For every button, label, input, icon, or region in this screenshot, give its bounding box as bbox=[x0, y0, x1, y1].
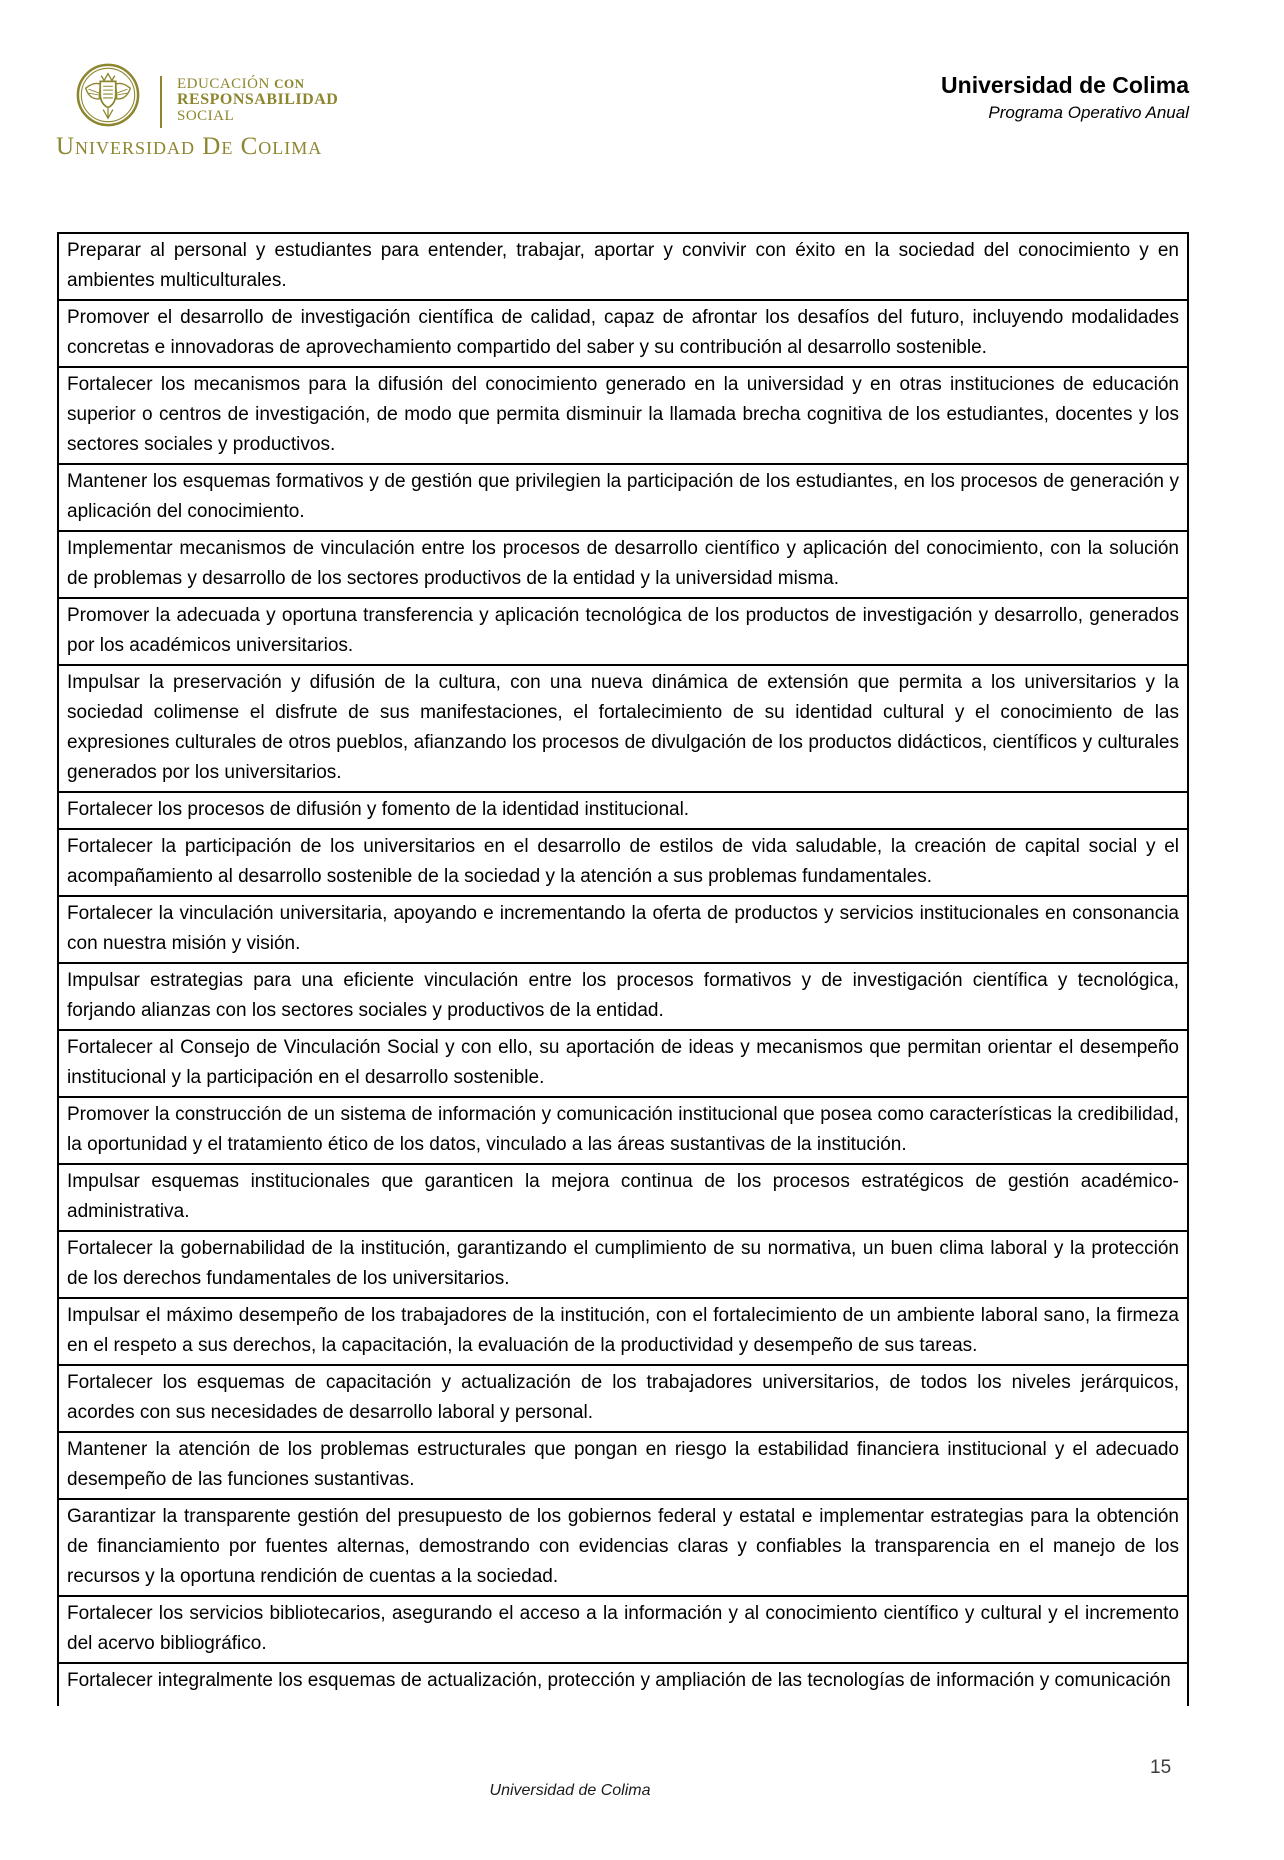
table-row: Impulsar esquemas institucionales que garanticen la mejora continua de los procesos estratégicos de gestión académico-administrativa. bbox=[59, 1165, 1187, 1232]
logo-divider bbox=[160, 76, 162, 128]
logo-tagline-line3: SOCIAL bbox=[177, 108, 235, 124]
logo-tagline-line2: RESPONSABILIDAD bbox=[177, 91, 339, 108]
footer-text: Universidad de Colima bbox=[489, 1782, 651, 1799]
table-row: Impulsar el máximo desempeño de los trabajadores de la institución, con el fortalecimiento de un ambiente laboral sano, la firmeza en el respeto a sus derechos, la capacitación, la evaluación de la productividad y desempeño de sus tareas. bbox=[59, 1299, 1187, 1366]
table-row: Fortalecer los servicios bibliotecarios, asegurando el acceso a la información y al conocimiento científico y cultural y el incremento del acervo bibliográfico. bbox=[59, 1597, 1187, 1664]
table-row: Promover la adecuada y oportuna transferencia y aplicación tecnológica de los productos de investigación y desarrollo, generados por los académicos universitarios. bbox=[59, 599, 1187, 666]
logo-tagline bbox=[177, 76, 338, 124]
table-row: Fortalecer la participación de los universitarios en el desarrollo de estilos de vida saludable, la creación de capital social y el acompañamiento al desarrollo sostenible de la sociedad y la atención a sus problemas fundamentales. bbox=[59, 830, 1187, 897]
document-subtitle: Programa Operativo Anual bbox=[988, 103, 1189, 122]
table-row: Fortalecer los esquemas de capacitación y actualización de los trabajadores universitarios, de todos los niveles jerárquicos, acordes con sus necesidades de desarrollo laboral y personal. bbox=[59, 1366, 1187, 1433]
table-row: Mantener los esquemas formativos y de gestión que privilegien la participación de los estudiantes, en los procesos de generación y aplicación del conocimiento. bbox=[59, 465, 1187, 532]
table-row: Fortalecer la vinculación universitaria, apoyando e incrementando la oferta de productos y servicios institucionales en consonancia con nuestra misión y visión. bbox=[59, 897, 1187, 964]
table-row: Preparar al personal y estudiantes para entender, trabajar, aportar y convivir con éxito en la sociedad del conocimiento y en ambientes multiculturales. bbox=[59, 234, 1187, 301]
table-row: Fortalecer al Consejo de Vinculación Social y con ello, su aportación de ideas y mecanismos que permitan orientar el desempeño institucional y la participación en el desarrollo sostenible. bbox=[59, 1031, 1187, 1098]
table-row: Fortalecer los procesos de difusión y fomento de la identidad institucional. bbox=[59, 793, 1187, 830]
institution-name: Universidad De Colima bbox=[56, 133, 323, 160]
table-row: Promover la construcción de un sistema de información y comunicación institucional que posea como características la credibilidad, la oportunidad y el tratamiento ético de los datos, vinculado a las áreas sustantivas de la institución. bbox=[59, 1098, 1187, 1165]
document-header bbox=[941, 72, 1189, 123]
objectives-table bbox=[57, 232, 1189, 1706]
table-row: Garantizar la transparente gestión del presupuesto de los gobiernos federal y estatal e implementar estrategias para la obtención de financiamiento por fuentes alternas, demostrando con evidencias claras y confiables la transparencia en el manejo de los recursos y la oportuna rendición de cuentas a la sociedad. bbox=[59, 1500, 1187, 1597]
table-row: Impulsar la preservación y difusión de la cultura, con una nueva dinámica de extensión que permita a los universitarios y la sociedad colimense el disfrute de sus manifestaciones, el fortalecimiento de su identidad cultural y el conocimiento de las expresiones culturales de otros pueblos, afianzando los procesos de divulgación de los productos didácticos, científicos y culturales generados por los universitarios. bbox=[59, 666, 1187, 793]
table-row: Implementar mecanismos de vinculación entre los procesos de desarrollo científico y aplicación del conocimiento, con la solución de problemas y desarrollo de los sectores productivos de la entidad y la universidad misma. bbox=[59, 532, 1187, 599]
page-number: 15 bbox=[1150, 1757, 1172, 1778]
table-row: Fortalecer integralmente los esquemas de actualización, protección y ampliación de las tecnologías de información y comunicación bbox=[67, 1670, 1171, 1691]
logo-tagline-line1: EDUCACIÓN CON bbox=[177, 76, 305, 92]
table-row: Fortalecer la gobernabilidad de la institución, garantizando el cumplimiento de su normativa, un buen clima laboral y la protección de los derechos fundamentales de los universitarios. bbox=[59, 1232, 1187, 1299]
table-row: Mantener la atención de los problemas estructurales que pongan en riesgo la estabilidad financiera institucional y el adecuado desempeño de las funciones sustantivas. bbox=[59, 1433, 1187, 1500]
university-emblem-icon bbox=[75, 62, 141, 128]
document-title: Universidad de Colima bbox=[941, 72, 1189, 98]
table-row: Impulsar estrategias para una eficiente vinculación entre los procesos formativos y de investigación científica y tecnológica, forjando alianzas con los sectores sociales y productivos de la entidad. bbox=[59, 964, 1187, 1031]
table-row: Fortalecer los mecanismos para la difusión del conocimiento generado en la universidad y en otras instituciones de educación superior o centros de investigación, de modo que permita disminuir la llamada brecha cognitiva de los estudiantes, docentes y los sectores sociales y productivos. bbox=[59, 368, 1187, 465]
table-row: Promover el desarrollo de investigación científica de calidad, capaz de afrontar los desafíos del futuro, incluyendo modalidades concretas e innovadoras de aprovechamiento compartido del saber y su contribución al desarrollo sostenible. bbox=[59, 301, 1187, 368]
